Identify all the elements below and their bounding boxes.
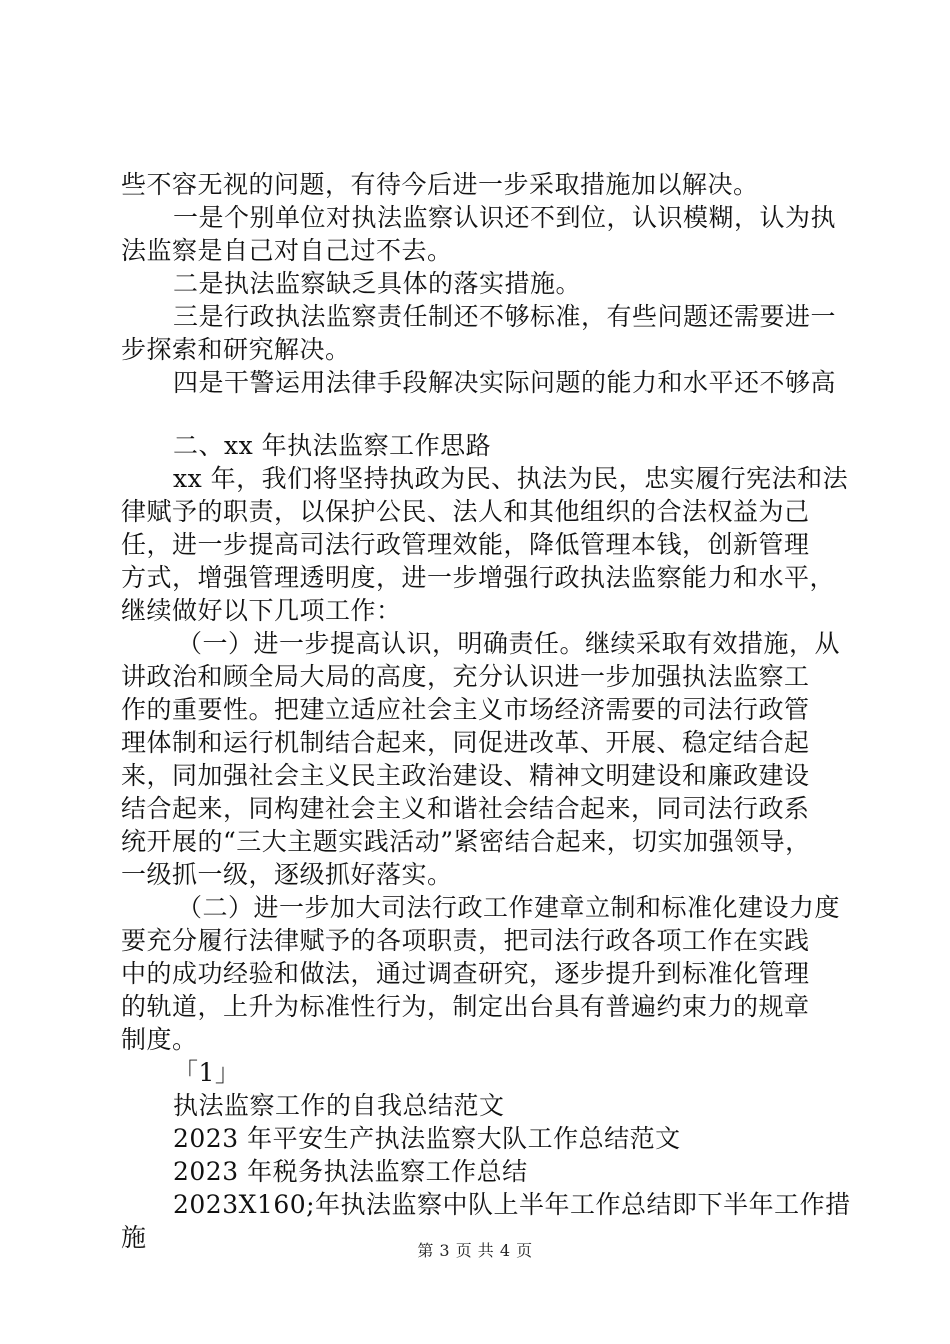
paragraph-line: 法监察是自己对自己过不去。: [121, 236, 453, 265]
paragraph-line: 来，同加强社会主义民主政治建设、精神文明建设和廉政建设: [121, 761, 810, 790]
paragraph-line: 制度。: [121, 1025, 198, 1054]
paragraph-line: 中的成功经验和做法，通过调查研究，逐步提升到标准化管理: [121, 959, 810, 988]
paragraph-line: （二）进一步加大司法行政工作建章立制和标准化建设力度: [177, 893, 841, 922]
paragraph-line: 统开展的“三大主题实践活动”紧密结合起来，切实加强领导，: [121, 827, 811, 856]
paragraph-line: 任，进一步提高司法行政管理效能，降低管理本钱，创新管理: [121, 530, 810, 559]
paragraph-line: 的轨道，上升为标准性行为，制定出台具有普遍约束力的规章: [121, 992, 810, 1021]
paragraph-spacer: [121, 399, 841, 429]
related-article-title: 2023 年税务执法监察工作总结: [173, 1157, 528, 1186]
section-heading: 二、xx 年执法监察工作思路: [173, 431, 492, 460]
paragraph-line: （一）进一步提高认识，明确责任。继续采取有效措施，从: [177, 629, 841, 658]
paragraph-line: 些不容无视的问题，有待今后进一步采取措施加以解决。: [121, 170, 759, 199]
paragraph-line: 理体制和运行机制结合起来，同促进改革、开展、稳定结合起: [121, 728, 810, 757]
paragraph-line: 律赋予的职责，以保护公民、法人和其他组织的合法权益为己: [121, 497, 810, 526]
reference-mark: 「1」: [173, 1058, 241, 1087]
paragraph-line: 二是执法监察缺乏具体的落实措施。: [173, 269, 582, 298]
related-article-title: 执法监察工作的自我总结范文: [173, 1091, 505, 1120]
paragraph-line: 一级抓一级，逐级抓好落实。: [121, 860, 453, 889]
paragraph-line: 要充分履行法律赋予的各项职责，把司法行政各项工作在实践: [121, 926, 810, 955]
paragraph-line: 一是个别单位对执法监察认识还不到位，认识模糊，认为执: [173, 203, 837, 232]
paragraph-line: 讲政治和顾全局大局的高度，充分认识进一步加强执法监察工: [121, 662, 810, 691]
page-number: 第 3 页 共 4 页: [417, 1241, 533, 1260]
related-article-title: 施: [121, 1223, 147, 1252]
related-article-title: 2023 年平安生产执法监察大队工作总结范文: [173, 1124, 681, 1153]
paragraph-line: 方式，增强管理透明度，进一步增强行政执法监察能力和水平，: [121, 563, 836, 592]
paragraph-line: 结合起来，同构建社会主义和谐社会结合起来，同司法行政系: [121, 794, 810, 823]
paragraph-line: 步探索和研究解决。: [121, 335, 351, 364]
paragraph-line: 三是行政执法监察责任制还不够标准，有些问题还需要进一: [173, 302, 837, 331]
related-article-title: 2023X160;年执法监察中队上半年工作总结即下半年工作措: [173, 1190, 851, 1219]
paragraph-line: xx 年，我们将坚持执政为民、执法为民，忠实履行宪法和法: [173, 464, 849, 493]
document-body: [121, 168, 851, 1254]
paragraph-line: 作的重要性。把建立适应社会主义市场经济需要的司法行政管: [121, 695, 810, 724]
paragraph-line: 四是干警运用法律手段解决实际问题的能力和水平还不够高: [173, 368, 837, 397]
paragraph-line: 继续做好以下几项工作：: [121, 596, 402, 625]
